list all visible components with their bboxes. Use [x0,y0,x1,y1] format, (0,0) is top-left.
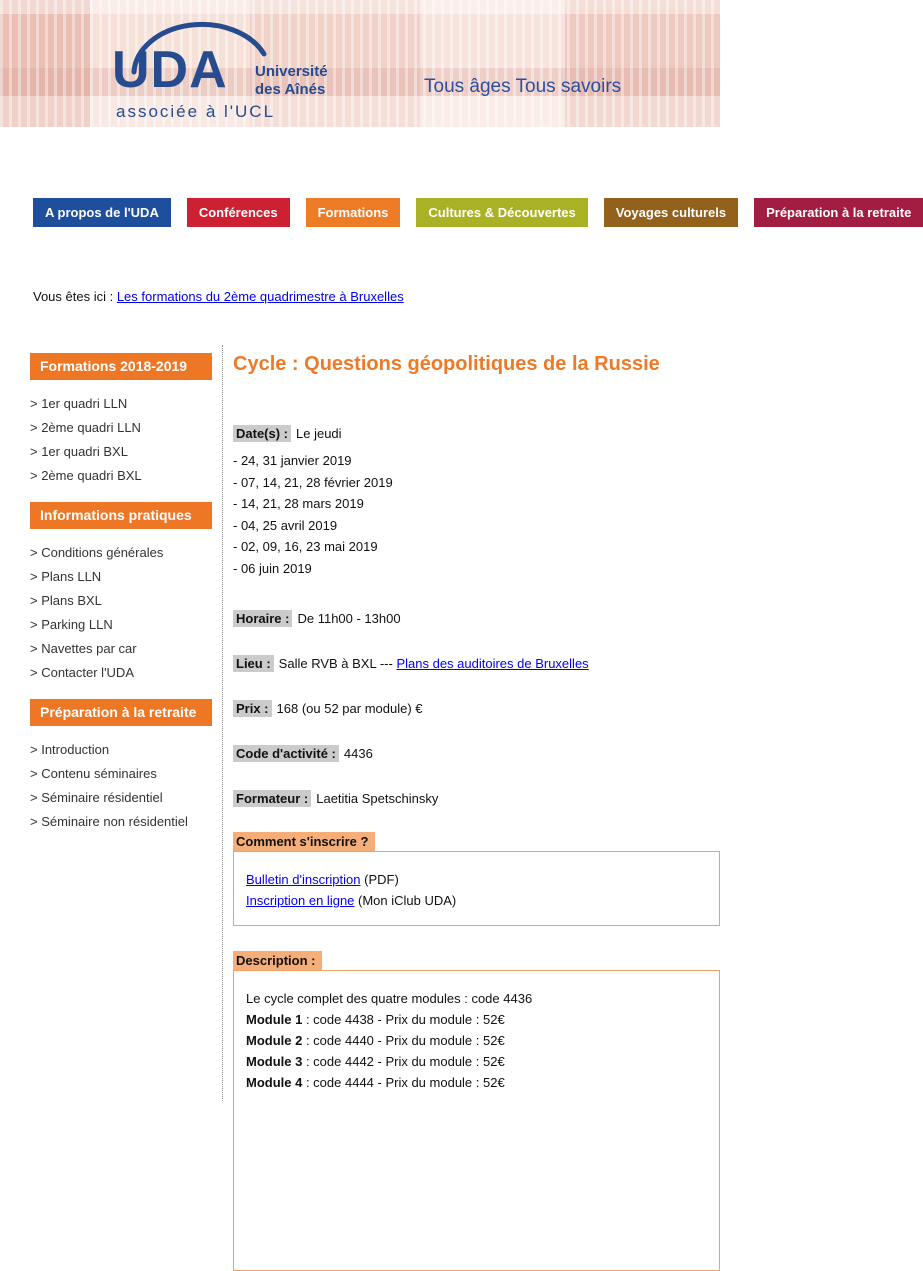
sidebar-item-plans-lln[interactable]: > Plans LLN [30,569,102,584]
inscription-en-ligne-link[interactable]: Inscription en ligne [246,893,355,908]
description-intro: Le cycle complet des quatre modules : code 4436 [246,991,533,1006]
sidebar-header-infos-pratiques: Informations pratiques [30,502,212,529]
module-line: Module 2 : code 4440 - Prix du module : 52€ [246,1033,505,1048]
bulletin-inscription-suffix: (PDF) [360,872,399,887]
content-divider [222,345,223,1101]
description-section-header [233,951,720,971]
logo-university-name: Université des Aînés [255,63,328,98]
nav-tab-preparation-retraite[interactable]: Préparation à la retraite [754,198,923,227]
date-line: - 04, 25 avril 2019 [233,517,338,533]
dates-list [233,450,720,579]
dates-value: Le jeudi [296,426,342,441]
sidebar-item-navettes-par-car[interactable]: > Navettes par car [30,641,137,656]
inscription-en-ligne-suffix: (Mon iClub UDA) [354,893,457,908]
sidebar-item-contenu-seminaires[interactable]: > Contenu séminaires [30,766,157,781]
prix-label: Prix : [233,700,272,717]
prix-value: 168 (ou 52 par module) € [276,701,423,716]
sidebar-item-contacter-uda[interactable]: > Contacter l'UDA [30,665,134,680]
sidebar-header-preparation-retraite: Préparation à la retraite [30,699,212,726]
date-line: - 14, 21, 28 mars 2019 [233,496,364,511]
date-line: - 02, 09, 16, 23 mai 2019 [233,539,378,554]
inscription-box [233,852,720,926]
inscription-section-title: Comment s'inscrire ? [233,832,375,851]
nav-tab-a-propos[interactable]: A propos de l'UDA [33,198,171,227]
breadcrumb [33,289,404,304]
breadcrumb-link[interactable]: Les formations du 2ème quadrimestre à Bruxelles [116,289,404,304]
code-activite-label: Code d'activité : [233,745,339,762]
sidebar-item-2eme-quadri-bxl[interactable]: > 2ème quadri BXL [30,468,142,483]
sidebar [30,353,212,836]
date-line: - 06 juin 2019 [233,560,312,576]
page-title: Cycle : Questions géopolitiques de la Russie [233,353,660,375]
sidebar-item-seminaire-non-residentiel[interactable]: > Séminaire non résidentiel [30,814,188,829]
dates-label: Date(s) : [233,425,291,442]
formateur-value: Laetitia Spetschinsky [316,791,439,806]
description-section [233,951,720,1271]
nav-tab-formations[interactable]: Formations [306,198,401,227]
code-activite-value: 4436 [343,746,373,761]
horaire-label: Horaire : [233,610,292,627]
main-content [233,345,720,1271]
formateur-row [233,790,720,807]
horaire-row [233,610,720,627]
sidebar-header-formations: Formations 2018-2019 [30,353,212,380]
module-line: Module 4 : code 4444 - Prix du module : 52€ [246,1075,505,1090]
main-navigation [33,198,923,227]
horaire-value: De 11h00 - 13h00 [297,611,401,626]
date-line: - 24, 31 janvier 2019 [233,453,352,468]
sidebar-item-1er-quadri-lln[interactable]: > 1er quadri LLN [30,396,128,411]
prix-row [233,700,720,717]
header-banner [0,0,720,127]
site-tagline: Tous âges Tous savoirs [424,76,622,97]
sidebar-item-conditions-generales[interactable]: > Conditions générales [30,545,164,560]
sidebar-item-1er-quadri-bxl[interactable]: > 1er quadri BXL [30,444,128,459]
sidebar-item-introduction[interactable]: > Introduction [30,742,110,757]
sidebar-item-plans-bxl[interactable]: > Plans BXL [30,593,102,608]
inscription-section-header [233,832,720,852]
sidebar-item-seminaire-residentiel[interactable]: > Séminaire résidentiel [30,790,163,805]
bulletin-inscription-line [246,869,709,890]
sidebar-item-parking-lln[interactable]: > Parking LLN [30,617,113,632]
bulletin-inscription-link[interactable]: Bulletin d'inscription [246,872,361,887]
formateur-label: Formateur : [233,790,311,807]
uda-logo[interactable]: UDA [112,41,228,99]
dates-block [233,426,720,579]
logo-subtitle: associée à l'UCL [116,102,276,121]
nav-tab-voyages-culturels[interactable]: Voyages culturels [604,198,738,227]
module-line: Module 1 : code 4438 - Prix du module : 52€ [246,1012,505,1027]
plans-auditoires-link[interactable]: Plans des auditoires de Bruxelles [396,656,589,671]
sidebar-list-infos-pratiques [30,541,212,685]
sidebar-list-preparation-retraite [30,738,212,834]
module-line: Module 3 : code 4442 - Prix du module : 52€ [246,1054,505,1069]
lieu-label: Lieu : [233,655,274,672]
lieu-value: Salle RVB à BXL --- [278,656,393,671]
nav-tab-cultures-decouvertes[interactable]: Cultures & Découvertes [416,198,587,227]
description-box [233,971,720,1271]
breadcrumb-prefix: Vous êtes ici : [33,289,117,304]
sidebar-list-formations [30,392,212,488]
nav-tab-conferences[interactable]: Conférences [187,198,290,227]
sidebar-item-2eme-quadri-lln[interactable]: > 2ème quadri LLN [30,420,141,435]
lieu-row [233,655,720,672]
description-section-title: Description : [233,951,322,970]
code-activite-row [233,745,720,762]
inscription-en-ligne-line [246,890,709,911]
date-line: - 07, 14, 21, 28 février 2019 [233,474,393,490]
inscription-section [233,832,720,926]
